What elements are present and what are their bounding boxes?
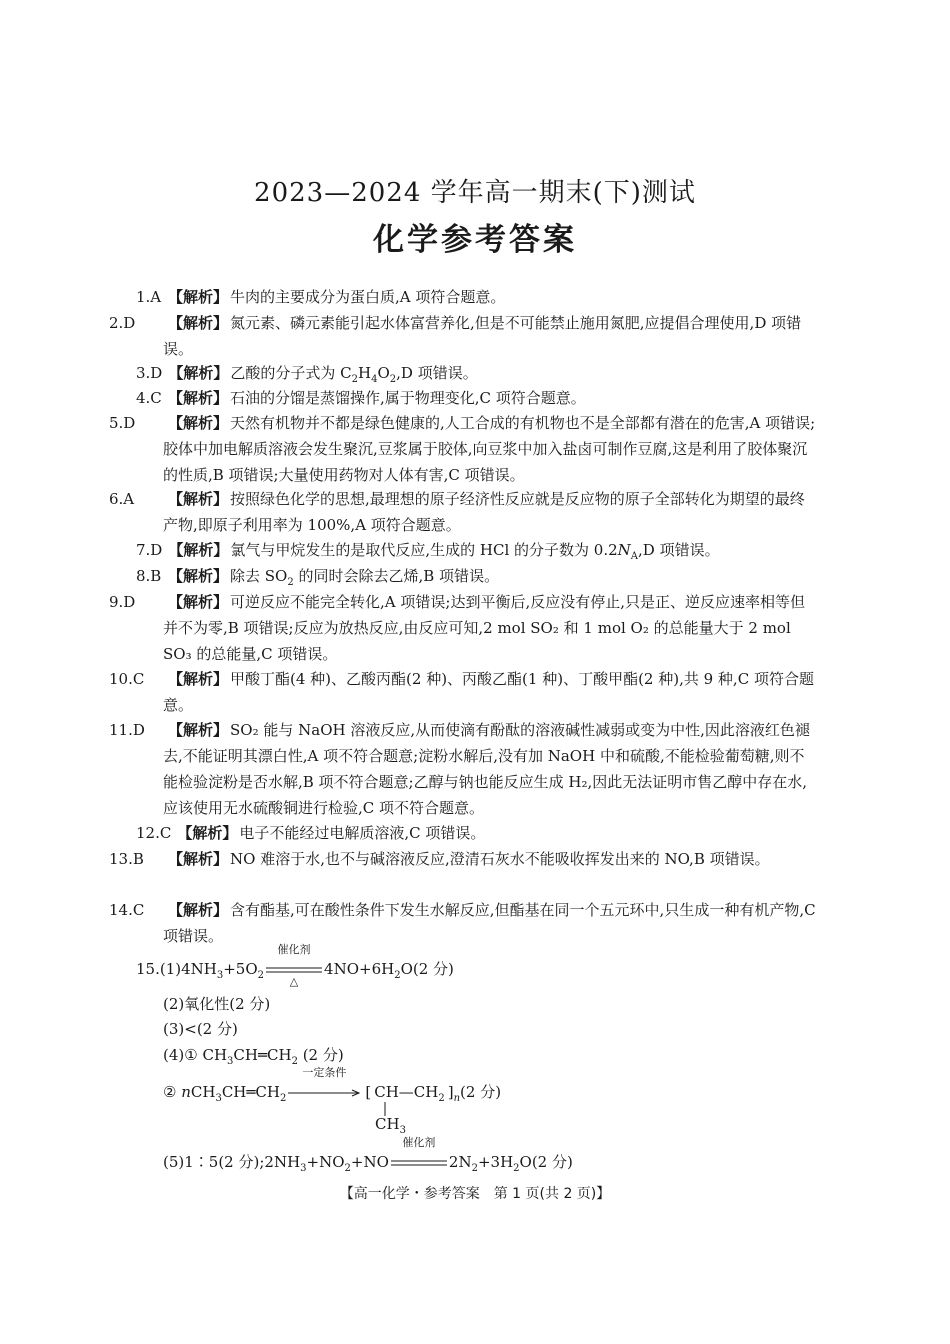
formula-text: CH [375,1115,400,1133]
q15-part5 [163,1136,573,1180]
analysis-tag: 【解析】 [168,593,229,611]
catalyst-label: 催化剂 [277,943,311,956]
answer-text: 牛肉的主要成分为蛋白质,A 项符合题意。 [230,288,506,306]
subscript: 3 [216,970,224,981]
formula-text: CH—CH [374,1083,439,1101]
answer-item [109,589,816,667]
answer-text: 氮元素、磷元素能引起水体富营养化,但是不可能禁止施用氮肥,应提倡合理使用,D 项错误。 [163,314,802,358]
subscript: 2 [513,1163,520,1174]
formula-text: +NO [306,1153,345,1171]
subscript: 2 [471,1163,478,1174]
subscript: n [453,1093,461,1104]
subscript: 2 [344,1163,351,1174]
avogadro-symbol: N [617,541,631,559]
formula-text: CH═CH [233,1046,292,1064]
answer-number: 13.B [109,850,144,868]
answer-item [109,846,816,872]
formula-text: +5O [223,960,258,978]
answer-number: 2.D [109,314,136,332]
bracket-right: ] [447,1083,454,1101]
answer-text: 可逆反应不能完全转化,A 项错误;达到平衡后,反应没有停止,只是正、逆反应速率相等但并不为零,B 项错误;反应为放热反应,由反应可知,2 mol SO₂ 和 1 mol O₂ 的总能量大于 2 mol SO₃ 的总能量,C 项错误。 [163,593,805,663]
formula-text: 4NO+6H [324,960,395,978]
answer-number: 11.D [109,721,145,739]
catalyst-label: 催化剂 [402,1136,436,1149]
formula-text: (2 分) [460,1083,502,1101]
analysis-tag: 【解析】 [177,824,238,842]
formula-text: (2 分) [297,1046,344,1064]
answer-number: 1.A [136,288,162,306]
answer-item [109,717,816,821]
analysis-tag: 【解析】 [168,670,229,688]
analysis-tag: 【解析】 [168,721,229,739]
analysis-tag: 【解析】 [168,364,229,382]
answer-item [109,486,816,538]
answer-text: H [357,364,372,382]
formula-text: (4)① CH [163,1046,228,1064]
subscript: 3 [300,1163,307,1174]
answer-number: 14.C [109,901,145,919]
condition-label: 一定条件 [302,1066,347,1079]
answer-number: 5.D [109,414,136,432]
analysis-tag: 【解析】 [168,567,229,585]
answer-text: 乙酸的分子式为 C [230,364,352,382]
answer-text: 含有酯基,可在酸性条件下发生水解反应,但酯基在同一个五元环中,只生成一种有机产物,C 项错误。 [163,901,816,945]
subscript: 3 [399,1125,406,1136]
formula-text: O(2 分) [400,960,454,978]
formula-text: +3H [477,1153,514,1171]
arrow [288,1089,360,1097]
subscript: A [630,551,639,562]
answer-number: 15. [136,960,160,978]
answer-item [136,385,816,411]
answer-number: 6.A [109,490,135,508]
answer-text: O [377,364,390,382]
formula-text: CH═CH [221,1083,280,1101]
answer-number: 12.C [136,824,172,842]
bracket-left: [ [365,1083,372,1101]
q15-part4b [163,1066,502,1110]
reaction-condition [288,1066,360,1103]
subscript: 2 [291,1056,298,1067]
answer-text: 天然有机物并不都是绿色健康的,人工合成的有机物也不是全部都有潜在的危害,A 项错误;胶体中加电解质溶液会发生聚沉,豆浆属于胶体,向豆浆中加入盐卤可制作豆腐,这是利用了胶体聚沉的性质,B 项错误;大量使用药物对人体有害,C 项错误。 [163,414,816,484]
answer-number: 3.D [136,364,163,382]
answer-text: 除去 SO [230,567,288,585]
q15-part2: (2)氧化性(2 分) [163,995,271,1013]
formula-text: O(2 分) [519,1153,573,1171]
analysis-tag: 【解析】 [168,541,229,559]
formula-text: CH [190,1083,216,1101]
answer-number: 7.D [136,541,163,559]
answer-item [109,666,816,718]
subscript: 2 [389,374,397,385]
answer-text: 按照绿色化学的思想,最理想的原子经济性反应就是反应物的原子全部转化为期望的最终产物,即原子利用率为 100%,A 项符合题意。 [163,490,805,534]
answer-item [109,410,816,488]
answer-item [109,897,816,949]
answer-text: 石油的分馏是蒸馏操作,属于物理变化,C 项符合题意。 [230,389,586,407]
answer-number: 8.B [136,567,162,585]
reaction-condition [391,1136,447,1173]
answer-text: 氯气与甲烷发生的是取代反应,生成的 HCl 的分子数为 0.2 [230,541,618,559]
formula-text: +NO [350,1153,389,1171]
q15-part1 [136,943,454,988]
analysis-tag: 【解析】 [168,850,229,868]
answer-text: ,D 项错误。 [396,364,478,382]
equals-sign [391,1159,447,1167]
answer-item [109,310,816,362]
page-footer: 【高一化学・参考答案 第 1 页(共 2 页)】 [339,1186,611,1202]
page-subtitle: 化学参考答案 [373,222,577,258]
analysis-tag: 【解析】 [168,288,229,306]
subscript: 2 [257,970,265,981]
analysis-tag: 【解析】 [168,389,229,407]
formula-text: (5)1∶5(2 分);2NH [163,1153,301,1171]
answer-text: SO₂ 能与 NaOH 溶液反应,从而使滴有酚酞的溶液碱性减弱或变为中性,因此溶液红色褪去,不能证明其漂白性,A 项不符合题意;淀粉水解后,没有加 NaOH 中和硫酸,不能检验葡萄糖,则不能检验淀粉是否水解,B 项不符合题意;乙醇与钠也能反应生成 H₂,因此无法证明市售乙醇中存在水,应该使用无水硫酸铜进行检验,C 项不符合题意。 [163,721,810,817]
subscript: 2 [394,970,401,981]
analysis-tag: 【解析】 [168,490,229,508]
answer-text: ,D 项错误。 [638,541,720,559]
formula-text: ② [163,1083,182,1101]
subscript: 2 [279,1093,287,1104]
formula-text: (1)4NH [159,960,217,978]
subscript: 2 [438,1093,445,1104]
heat-label: △ [289,975,299,988]
equals-sign [266,966,322,974]
subscript: 4 [371,374,378,385]
formula-text: n [181,1083,191,1101]
answer-number: 9.D [109,593,136,611]
analysis-tag: 【解析】 [168,901,229,919]
subscript: 2 [287,577,294,588]
q15-part3: (3)<(2 分) [163,1020,238,1038]
answer-item [136,284,816,310]
analysis-tag: 【解析】 [168,314,229,332]
subscript: 3 [227,1056,234,1067]
page-title: 2023—2024 学年高一期末(下)测试 [254,178,696,208]
reaction-condition [266,943,322,988]
answer-number: 4.C [136,389,162,407]
answer-item [136,820,816,846]
answer-number: 10.C [109,670,145,688]
answer-text: NO 难溶于水,也不与碱溶液反应,澄清石灰水不能吸收挥发出来的 NO,B 项错误。 [230,850,770,868]
analysis-tag: 【解析】 [168,414,229,432]
answer-text: 电子不能经过电解质溶液,C 项错误。 [239,824,486,842]
answer-text: 的同时会除去乙烯,B 项错误。 [293,567,500,585]
formula-text: 2N [448,1153,472,1171]
subscript: 3 [215,1093,222,1104]
answer-text: 甲酸丁酯(4 种)、乙酸丙酯(2 种)、丙酸乙酯(1 种)、丁酸甲酯(2 种),共 9 种,C 项符合题意。 [163,670,814,714]
subscript: 2 [351,374,358,385]
